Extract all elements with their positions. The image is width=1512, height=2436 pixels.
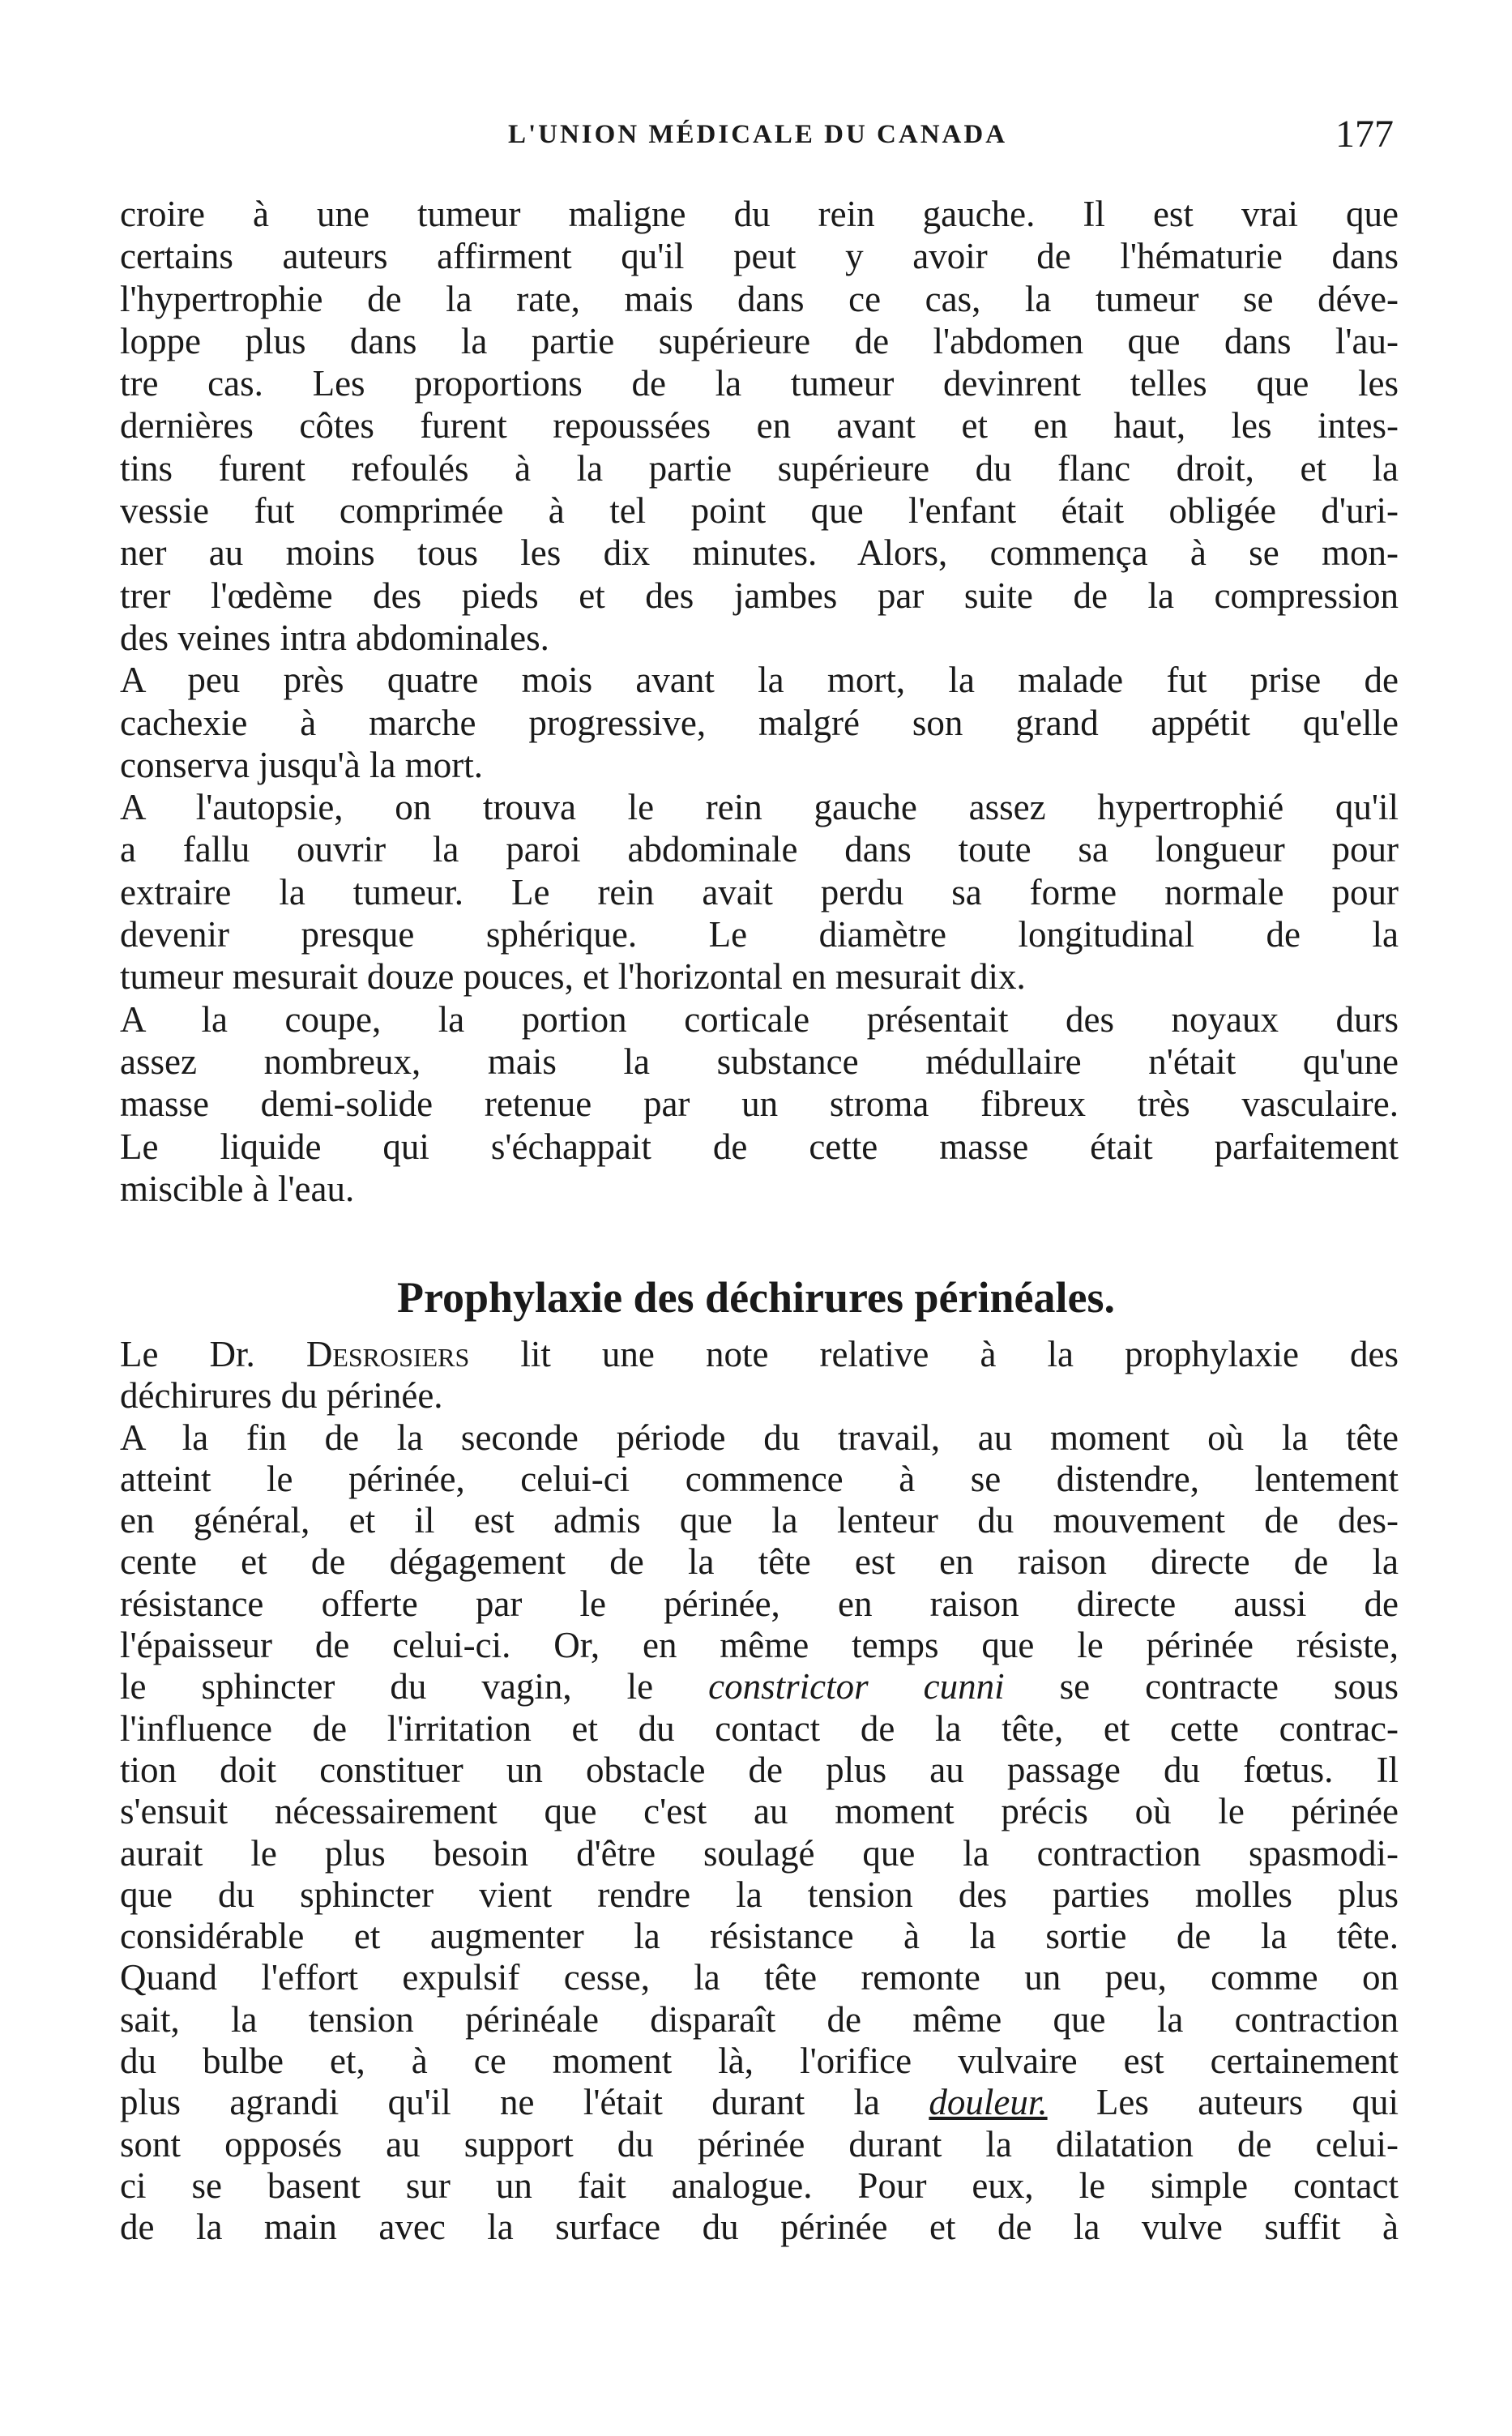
- text-line: conserva jusqu'à la mort.: [120, 744, 483, 785]
- text-line: masse demi-solide retenue par un stroma fibreux très vasculaire.: [120, 1083, 1399, 1125]
- text-fragment: se contracte sous: [1059, 1666, 1399, 1707]
- text-line: tre cas. Les proportions de la tumeur devinrent telles que les: [120, 363, 1399, 404]
- text-line: cente et de dégagement de la tête est en raison directe de la: [120, 1541, 1399, 1583]
- text-line: l'influence de l'irritation et du contact de la tête, et cette contrac-: [120, 1707, 1399, 1749]
- text-line: ci se basent sur un fait analogue. Pour eux, le simple contact: [120, 2165, 1399, 2206]
- text-line: sait, la tension périnéale disparaît de même que la contraction: [120, 1998, 1399, 2040]
- text-line: croire à une tumeur maligne du rein gauche. Il est vrai que: [120, 194, 1399, 234]
- text-line: des veines intra abdominales.: [120, 617, 549, 658]
- case-report-text: [120, 193, 1399, 1210]
- text-line: atteint le périnée, celui-ci commence à se distendre, lentement: [120, 1458, 1399, 1499]
- text-line: tion doit constituer un obstacle de plus au passage du fœtus. Il: [120, 1749, 1399, 1790]
- text-line: cachexie à marche progressive, malgré son grand appétit qu'elle: [120, 702, 1399, 743]
- text-line: tins furent refoulés à la partie supérieure du flanc droit, et la: [120, 447, 1399, 489]
- text-fragment: plus agrandi qu'il ne l'était durant la: [120, 2082, 881, 2123]
- author-name: Desrosiers: [305, 1334, 470, 1374]
- text-line: considérable et augmenter la résistance à la sortie de la tête.: [120, 1916, 1399, 1957]
- text-line: sont opposés au support du périnée durant la dilatation de celui-: [120, 2123, 1399, 2165]
- text-line: résistance offerte par le périnée, en raison directe aussi de: [120, 1583, 1399, 1624]
- page-number: 177: [1335, 113, 1394, 156]
- text-line: extraire la tumeur. Le rein avait perdu sa forme normale pour: [120, 871, 1399, 912]
- text-line: l'hypertrophie de la rate, mais dans ce cas, la tumeur se déve-: [120, 278, 1399, 319]
- text-line: devenir presque sphérique. Le diamètre longitudinal de la: [120, 914, 1399, 955]
- text-line: assez nombreux, mais la substance médullaire n'était qu'une: [120, 1041, 1399, 1082]
- text-line: ner au moins tous les dix minutes. Alors, commença à se mon-: [120, 532, 1399, 574]
- text-line: l'épaisseur de celui-ci. Or, en même temps que le périnée résiste,: [120, 1625, 1399, 1666]
- text-fragment: le sphincter du vagin, le: [120, 1666, 654, 1707]
- text-fragment: Les auteurs qui: [1096, 2082, 1399, 2123]
- underlined-term: douleur.: [929, 2082, 1048, 2123]
- text-line: Le liquide qui s'échappait de cette masse était parfaitement: [120, 1126, 1399, 1167]
- text-line: tumeur mesurait douze pouces, et l'horizontal en mesurait dix.: [120, 956, 1026, 998]
- text-line: [120, 1334, 1399, 1375]
- text-line: trer l'œdème des pieds et des jambes par suite de la compression: [120, 575, 1399, 616]
- text-line: loppe plus dans la partie supérieure de l'abdomen que dans l'au-: [120, 320, 1399, 361]
- text-line: A peu près quatre mois avant la mort, la malade fut prise de: [120, 660, 1399, 701]
- section-heading: Prophylaxie des déchirures périnéales.: [397, 1273, 1115, 1322]
- running-head: [122, 112, 1394, 160]
- text-line: vessie fut comprimée à tel point que l'enfant était obligée d'uri-: [120, 490, 1399, 532]
- text-line: Quand l'effort expulsif cesse, la tête remonte un peu, comme on: [120, 1957, 1399, 1998]
- text-line: en général, et il est admis que la lenteur du mouvement de des-: [120, 1500, 1399, 1541]
- text-line: dernières côtes furent repoussées en avant et en haut, les intes-: [120, 405, 1399, 447]
- italic-term: [929, 2082, 1047, 2122]
- text-line: miscible à l'eau.: [120, 1168, 355, 1209]
- text-line: s'ensuit nécessairement que c'est au moment précis où le périnée: [120, 1791, 1399, 1832]
- text-line: a fallu ouvrir la paroi abdominale dans toute sa longueur pour: [120, 829, 1399, 870]
- text-line: A l'autopsie, on trouva le rein gauche assez hypertrophié qu'il: [120, 787, 1399, 828]
- text-line: aurait le plus besoin d'être soulagé que la contraction spasmodi-: [120, 1832, 1399, 1874]
- italic-term: constrictor cunni: [708, 1666, 1005, 1707]
- text-line: [120, 2082, 1399, 2123]
- text-line: du bulbe et, à ce moment là, l'orifice vulvaire est certainement: [120, 2041, 1399, 2082]
- text-fragment: Le Dr.: [120, 1334, 255, 1374]
- text-line: A la fin de la seconde période du travail, au moment où la tête: [120, 1417, 1399, 1458]
- section-body-text: [120, 1334, 1399, 2249]
- text-line: déchirures du périnée.: [120, 1375, 443, 1417]
- text-fragment: lit une note relative à la prophylaxie des: [520, 1334, 1399, 1374]
- text-line: A la coupe, la portion corticale présentait des noyaux durs: [120, 998, 1399, 1040]
- text-line: de la main avec la surface du périnée et de la vulve suffit à: [120, 2207, 1399, 2248]
- text-line: certains auteurs affirment qu'il peut y avoir de l'hématurie dans: [120, 236, 1399, 277]
- text-line: [120, 1666, 1399, 1707]
- text-line: que du sphincter vient rendre la tension des parties molles plus: [120, 1874, 1399, 1915]
- running-title: L'UNION MÉDICALE DU CANADA: [507, 120, 1008, 149]
